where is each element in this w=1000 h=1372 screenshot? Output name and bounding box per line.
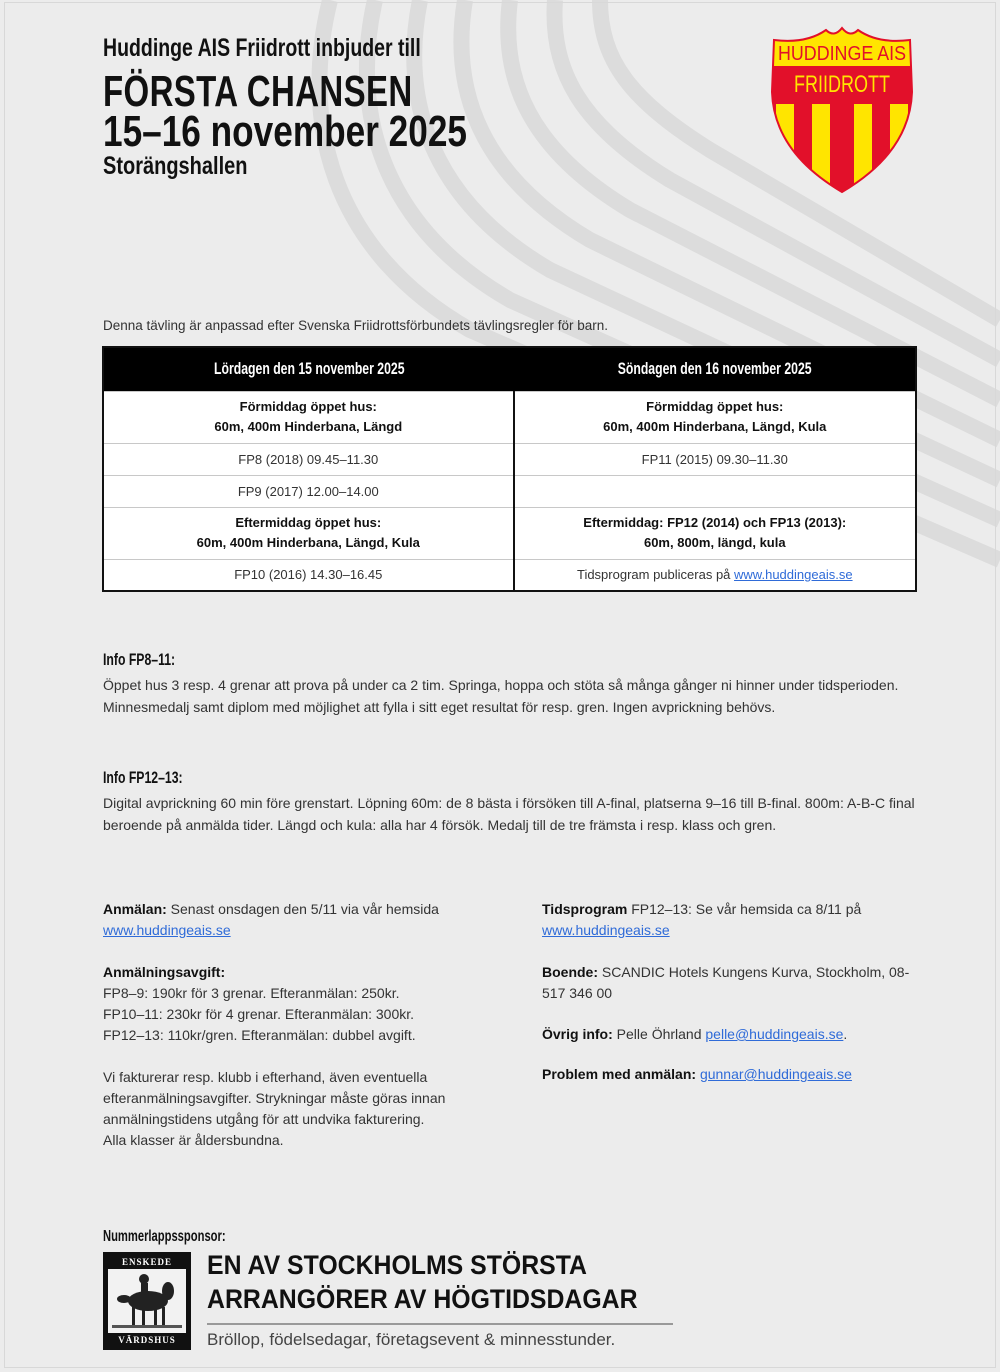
sunday-cell: FP11 (2015) 09.30–11.30 (514, 443, 916, 475)
sunday-cell: Tidsprogram publiceras på www.huddingeais.se (514, 559, 916, 591)
sponsor-label: Nummerlappssponsor: (103, 1228, 226, 1245)
sponsor-headline-2: ARRANGÖRER AV HÖGTIDSDAGAR (207, 1284, 638, 1314)
info-fp12-13-title: Info FP12–13: (103, 768, 183, 787)
saturday-cell: FP8 (2018) 09.45–11.30 (103, 443, 514, 475)
anmalan-block: Anmälan: Senast onsdagen den 5/11 via vår hemsida www.huddingeais.se (103, 901, 439, 938)
saturday-cell: Förmiddag öppet hus: 60m, 400m Hinderbana, Längd (103, 391, 514, 443)
table-row (103, 507, 916, 559)
avgift-block: Anmälningsavgift: FP8–9: 190kr för 3 grenar. Efteranmälan: 250kr. FP10–11: 230kr för 4 grenar. Efteranmälan: 300kr. FP12–13: 110kr/gren. Efteranmälan: dubbel avgift. (103, 964, 416, 1043)
problem-block: Problem med anmälan: gunnar@huddingeais.se (542, 1066, 852, 1082)
horse-rider-illustration (108, 1269, 186, 1333)
sponsor-divider (207, 1323, 673, 1325)
sunday-cell (514, 475, 916, 507)
info-fp12-13-text: Digital avprickning 60 min före grenstart. Löpning 60m: de 8 bästa i försöken till A-final, platserna 9–16 till B-final. 800m: A-B-C final beroende på anmälda tider. Längd och kula: alla har 4 försök. Medalj till de tre främsta i resp. klass och gren. (103, 795, 915, 833)
left-info-column (103, 899, 448, 1172)
sponsor-subline: Bröllop, födelsedagar, företagsevent & minnesstunder. (207, 1330, 616, 1349)
logo-text-line2: FRIIDROTT (794, 71, 891, 98)
table-row (103, 391, 916, 443)
huddinge-ais-logo (766, 22, 918, 194)
ovrig-info-block: Övrig info: Pelle Öhrland pelle@huddingeais.se. (542, 1026, 848, 1042)
sponsor-logo-top-text: ENSKEDE (121, 1257, 172, 1267)
right-info-column (542, 899, 922, 1106)
enskede-vardshus-logo (103, 1252, 191, 1350)
saturday-cell: Eftermiddag öppet hus: 60m, 400m Hinderbana, Längd, Kula (103, 507, 514, 559)
logo-text-line1: HUDDINGE AIS (778, 43, 906, 65)
sponsor-logo-bottom-text: VÄRDSHUS (118, 1335, 176, 1345)
anmalan-link[interactable]: www.huddingeais.se (103, 922, 231, 938)
event-title: FÖRSTA CHANSEN (103, 67, 413, 116)
intro-text: Denna tävling är anpassad efter Svenska Friidrottsförbundets tävlingsregler för barn. (103, 318, 609, 333)
sponsor-headline-1: EN AV STOCKHOLMS STÖRSTA (207, 1250, 587, 1280)
schedule-table (102, 346, 917, 592)
tidsprogram-link[interactable]: www.huddingeais.se (542, 922, 670, 938)
boende-block: Boende: SCANDIC Hotels Kungens Kurva, Stockholm, 08-517 346 00 (542, 964, 910, 1001)
pelle-email-link[interactable]: pelle@huddingeais.se (705, 1026, 844, 1042)
invite-line: Huddinge AIS Friidrott inbjuder till (103, 34, 421, 62)
info-fp8-11-text: Öppet hus 3 resp. 4 grenar att prova på under ca 2 tim. Springa, hoppa och stöta så många gånger ni hinner under tidsperioden. Minnesmedalj samt diplom med möjlighet att fylla i sitt eget resultat för resp. gren. Ingen avprickning behövs. (103, 677, 899, 715)
sunday-cell: Förmiddag öppet hus: 60m, 400m Hinderbana, Längd, Kula (514, 391, 916, 443)
event-date: 15–16 november 2025 (103, 107, 467, 156)
tidsprogram-block: Tidsprogram FP12–13: Se vår hemsida ca 8/11 på www.huddingeais.se (542, 901, 862, 938)
info-fp8-11-title: Info FP8–11: (103, 650, 176, 669)
schedule-header-row (103, 347, 916, 391)
website-link[interactable]: www.huddingeais.se (734, 567, 853, 583)
sunday-cell: Eftermiddag: FP12 (2014) och FP13 (2013): 60m, 800m, längd, kula (514, 507, 916, 559)
table-row (103, 475, 916, 507)
sunday-header: Söndagen den 16 november 2025 (514, 347, 916, 391)
saturday-cell: FP10 (2016) 14.30–16.45 (103, 559, 514, 591)
faktura-text: Vi fakturerar resp. klubb i efterhand, även eventuella efteranmälningsavgifter. Strykningar måste göras innan anmälningstidens utgång för att undvika fakturering. Alla klasser är åldersbundna. (103, 1069, 446, 1148)
saturday-header: Lördagen den 15 november 2025 (103, 347, 514, 391)
event-venue: Storängshallen (103, 152, 248, 180)
gunnar-email-link[interactable]: gunnar@huddingeais.se (699, 1066, 852, 1082)
table-row (103, 559, 916, 591)
table-row (103, 443, 916, 475)
saturday-cell: FP9 (2017) 12.00–14.00 (103, 475, 514, 507)
